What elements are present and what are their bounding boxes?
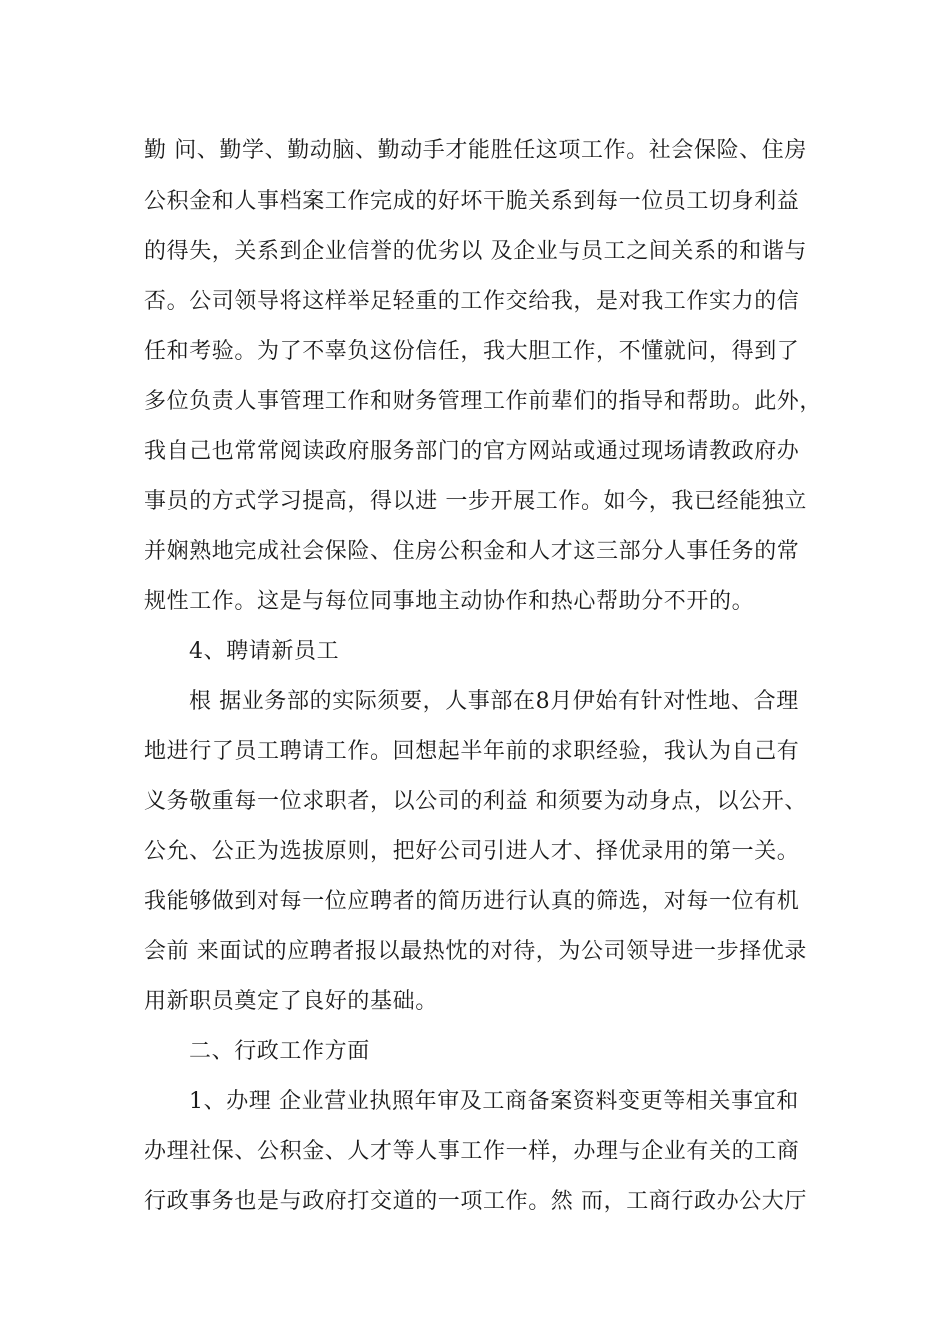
text-line: 我能够做到对每一位应聘者的简历进行认真的筛选，对每一位有机 xyxy=(144,889,800,914)
text-line: 的得失，关系到企业信誉的优劣以 及企业与员工之间关系的和谐与 xyxy=(144,239,807,264)
text-line: 任和考验。为了不辜负这份信任，我大胆工作，不懂就问，得到了 xyxy=(144,339,800,364)
text-line: 1、办理 企业营业执照年审及工商备案资料变更等相关事宜和 xyxy=(189,1089,799,1114)
text-line: 地进行了员工聘请工作。回想起半年前的求职经验，我认为自己有 xyxy=(144,739,800,764)
text-line: 会前 来面试的应聘者报以最热忱的对待，为公司领导进一步择优录 xyxy=(144,939,807,964)
text-line: 否。公司领导将这样举足轻重的工作交给我，是对我工作实力的信 xyxy=(144,289,800,314)
text-line: 规性工作。这是与每位同事地主动协作和热心帮助分不开的。 xyxy=(144,589,755,614)
text-line: 用新职员奠定了良好的基础。 xyxy=(144,989,438,1014)
section-heading: 4、聘请新员工 xyxy=(189,639,340,664)
text-line: 多位负责人事管理工作和财务管理工作前辈们的指导和帮助。此外， xyxy=(144,389,823,414)
text-line: 行政事务也是与政府打交道的一项工作。然 而，工商行政办公大厅 xyxy=(144,1189,807,1214)
text-line: 办理社保、公积金、人才等人事工作一样，办理与企业有关的工商 xyxy=(144,1139,800,1164)
text-line: 根 据业务部的实际须要，人事部在8月伊始有针对性地、合理 xyxy=(189,689,799,714)
text-line: 我自己也常常阅读政府服务部门的官方网站或通过现场请教政府办 xyxy=(144,439,800,464)
section-heading: 二、行政工作方面 xyxy=(189,1039,370,1064)
text-line: 义务敬重每一位求职者，以公司的利益 和须要为动身点，以公开、 xyxy=(144,789,807,814)
text-line: 公允、公正为选拔原则，把好公司引进人才、择优录用的第一关。 xyxy=(144,839,800,864)
text-line: 并娴熟地完成社会保险、住房公积金和人才这三部分人事任务的常 xyxy=(144,539,800,564)
text-line: 勤 问、勤学、勤动脑、勤动手才能胜任这项工作。社会保险、住房 xyxy=(144,138,807,163)
text-line: 公积金和人事档案工作完成的好坏干脆关系到每一位员工切身利益 xyxy=(144,189,800,214)
text-line: 事员的方式学习提高，得以进 一步开展工作。如今，我已经能独立 xyxy=(144,489,807,514)
